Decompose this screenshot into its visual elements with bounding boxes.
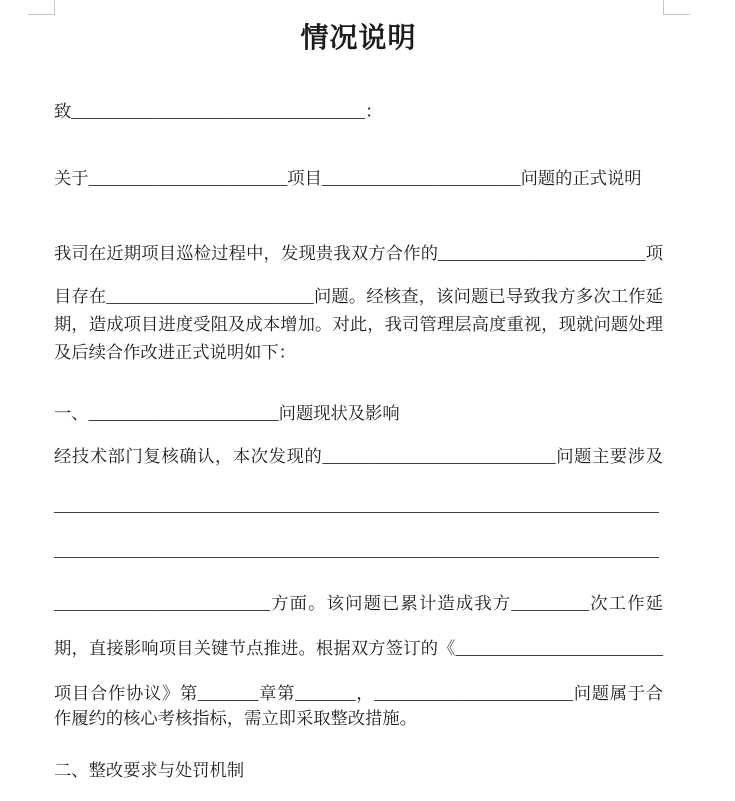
- intro-paragraph-line-3: 期，造成项目进度受阻及成本增加。对此，我司管理层高度重视，现就问题处理: [54, 315, 663, 334]
- intro-paragraph-line-2: 目存在________________________问题。经核查，该问题已导致我方多次工作延: [54, 287, 663, 306]
- section-1-body-line-5: 作履约的核心考核指标，需立即采取整改措施。: [54, 709, 417, 728]
- section-1-blank-line-2: ______________________________________________________________________: [54, 541, 659, 560]
- section-2-heading-line: 二、整改要求与处罚机制: [54, 761, 245, 780]
- subject-line: 关于_______________________项目_______________________问题的正式说明: [54, 169, 642, 188]
- margin-crop-mark-top-right: [663, 0, 690, 15]
- section-1-heading-line: 一、______________________问题现状及影响: [54, 404, 400, 423]
- section-1-body-line-4: 项目合作协议》第_______章第_______，_______________________问题属于合: [54, 684, 663, 703]
- intro-paragraph-line-4: 及后续合作改进正式说明如下：: [54, 343, 296, 362]
- section-1-body-line-2: _________________________方面。该问题已累计造成我方_________次工作延: [54, 594, 663, 613]
- document-title: 情况说明: [300, 23, 417, 54]
- margin-crop-mark-top-left: [28, 0, 55, 15]
- section-1-body-line-1: 经技术部门复核确认，本次发现的___________________________问题主要涉及: [54, 447, 663, 466]
- recipient-line: 致__________________________________：: [54, 102, 383, 121]
- intro-paragraph-line-1: 我司在近期项目巡检过程中，发现贵我双方合作的________________________项: [54, 244, 663, 263]
- section-1-body-line-3: 期，直接影响项目关键节点推进。根据双方签订的《________________________: [54, 639, 663, 658]
- section-1-blank-line-1: ______________________________________________________________________: [54, 496, 659, 515]
